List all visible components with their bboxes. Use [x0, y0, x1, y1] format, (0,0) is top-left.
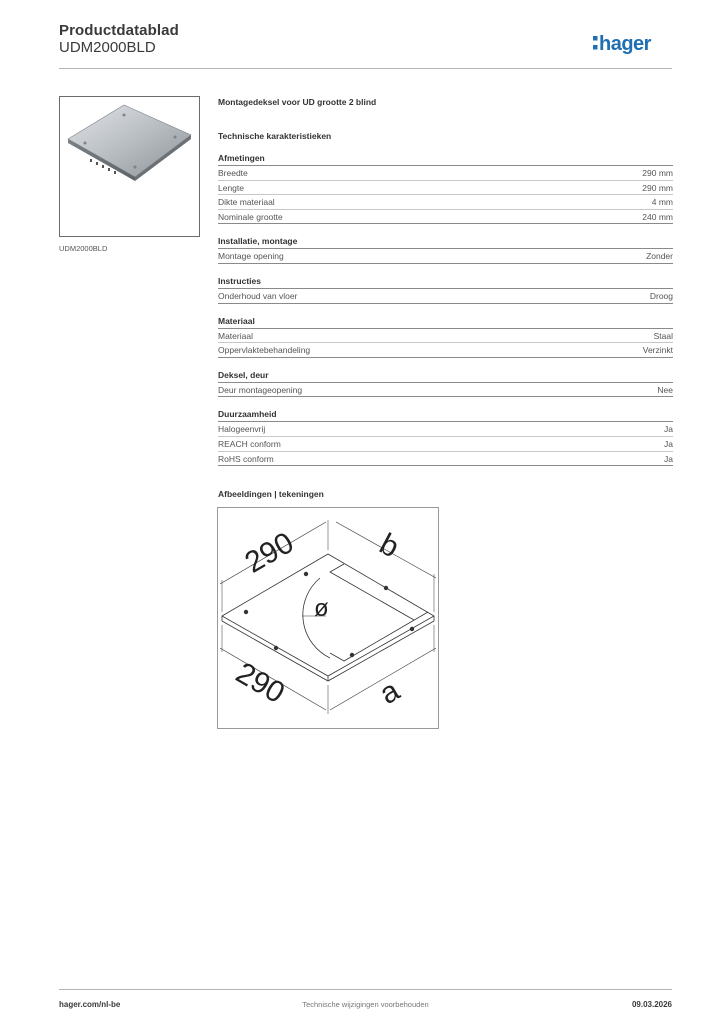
spec-row: [218, 343, 673, 358]
section-title: Duurzaamheid: [218, 409, 673, 422]
dimension-label-bottom-left: 290: [230, 656, 291, 711]
spec-label: Montage opening: [218, 251, 284, 262]
spec-row: [218, 166, 673, 181]
footer-disclaimer: Technische wijzigingen voorbehouden: [302, 1000, 429, 1009]
dimension-label-top-left: 290: [239, 526, 300, 580]
section-title: Deksel, deur: [218, 370, 673, 383]
dimension-drawing-icon: [218, 508, 438, 728]
section-title: Instructies: [218, 276, 673, 289]
spec-row: [218, 289, 673, 304]
spec-row: [218, 422, 673, 437]
product-description: Montagedeksel voor UD grootte 2 blind: [218, 97, 377, 107]
footer-divider: [59, 989, 672, 990]
spec-label: Deur montageopening: [218, 384, 303, 395]
spec-label: RoHS conform: [218, 453, 274, 464]
spec-value: 290 mm: [642, 182, 673, 193]
spec-value: 4 mm: [651, 197, 673, 208]
spec-section-deksel: [218, 370, 673, 398]
technical-drawing: [217, 507, 439, 729]
spec-section-materiaal: [218, 316, 673, 358]
dimension-label-bottom-right: a: [374, 674, 406, 711]
spec-section-duurzaamheid: [218, 409, 673, 466]
spec-value: Zonder: [646, 251, 673, 262]
spec-label: Breedte: [218, 168, 248, 178]
spec-label: Lengte: [218, 182, 244, 193]
section-title: Afmetingen: [218, 153, 673, 166]
spec-label: Nominale grootte: [218, 211, 283, 222]
spec-label: Oppervlaktebehandeling: [218, 345, 311, 356]
spec-row: [218, 437, 673, 452]
spec-row: [218, 210, 673, 225]
spec-section-instructies: [218, 276, 673, 304]
spec-label: Onderhoud van vloer: [218, 290, 298, 301]
spec-label: Materiaal: [218, 330, 253, 341]
spec-row: [218, 452, 673, 467]
spec-row: [218, 195, 673, 210]
spec-row: [218, 329, 673, 344]
diameter-label: ø: [314, 595, 329, 622]
spec-row: [218, 383, 673, 398]
dimension-label-top-right: b: [374, 527, 405, 565]
spec-section-afmetingen: [218, 153, 673, 224]
spec-value: Staal: [653, 330, 673, 341]
product-code: UDM2000BLD: [59, 39, 156, 56]
steel-plate-photo-icon: [60, 97, 199, 236]
spec-label: Dikte materiaal: [218, 197, 275, 208]
footer-date: 09.03.2026: [631, 1000, 672, 1009]
spec-row: [218, 249, 673, 264]
tech-characteristics-title: Technische karakteristieken: [218, 131, 332, 141]
footer-website-link[interactable]: hager.com/nl-be: [59, 1000, 121, 1009]
product-photo: [59, 96, 200, 237]
header-divider: [59, 68, 672, 69]
spec-label: REACH conform: [218, 438, 281, 449]
product-specs: [218, 97, 673, 466]
spec-section-installatie: [218, 236, 673, 264]
images-section-title: Afbeeldingen | tekeningen: [218, 489, 324, 499]
spec-value: Ja: [664, 453, 673, 464]
spec-value: Verzinkt: [642, 345, 673, 356]
spec-value: Nee: [657, 384, 673, 395]
section-title: Materiaal: [218, 316, 673, 329]
spec-value: 240 mm: [642, 211, 673, 222]
spec-label: Halogeenvrij: [218, 424, 266, 435]
spec-row: [218, 181, 673, 196]
photo-caption: UDM2000BLD: [59, 244, 108, 253]
section-title: Installatie, montage: [218, 236, 673, 249]
page-title: Productdatablad: [59, 22, 179, 39]
spec-value: Ja: [664, 438, 673, 449]
hager-logo: [592, 28, 672, 58]
spec-value: Droog: [649, 290, 673, 301]
spec-value: Ja: [664, 424, 673, 435]
spec-value: 290 mm: [642, 168, 673, 178]
svg-text:hager: hager: [599, 33, 651, 55]
